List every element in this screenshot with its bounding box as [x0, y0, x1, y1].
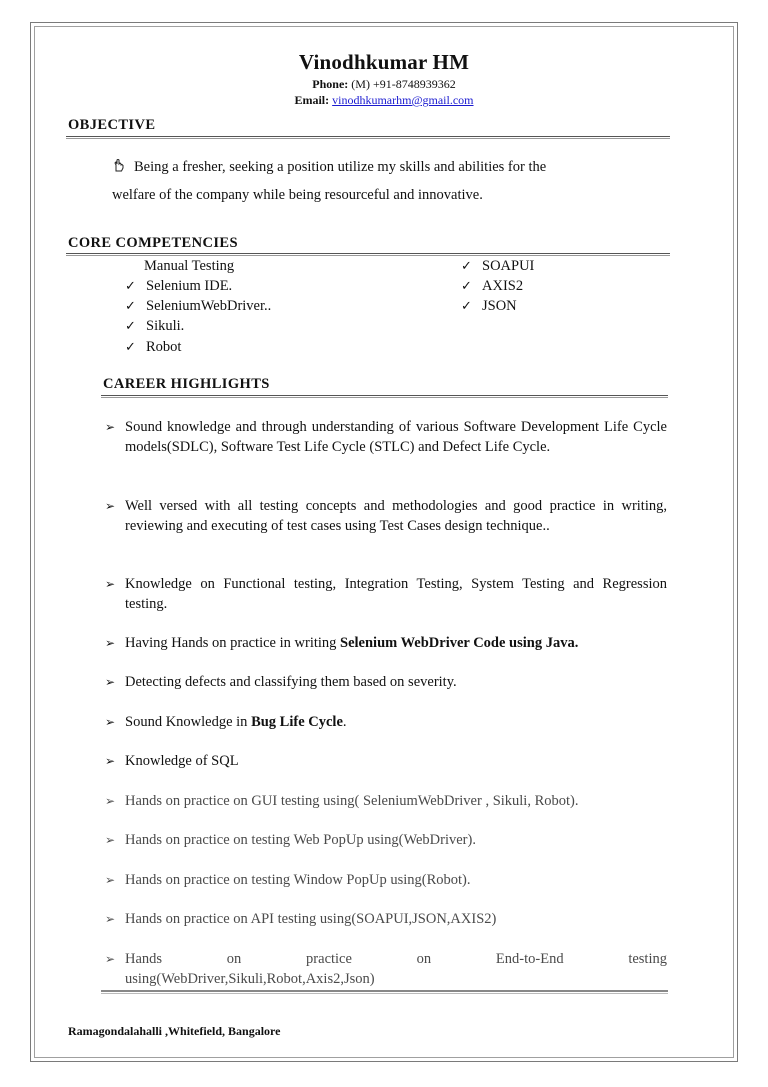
highlight-text: Hands on practice on API testing using(SOAPUI,JSON,AXIS2) [125, 911, 497, 927]
competency-item [125, 339, 181, 356]
arrow-bullet-icon: ➢ [105, 912, 116, 926]
competency-item [461, 258, 534, 275]
highlight-item [105, 418, 667, 457]
highlight-item [105, 910, 667, 930]
competency-label: JSON [482, 298, 517, 314]
phone-label: Phone: [312, 77, 349, 91]
competency-label: Selenium IDE. [146, 278, 233, 294]
competency-label: Robot [146, 339, 182, 355]
highlight-bold-text: Bug Life Cycle [251, 714, 343, 730]
checkmark-icon: ✓ [125, 278, 136, 293]
pointing-hand-icon [112, 158, 126, 172]
competency-item [125, 318, 184, 335]
highlight-item [105, 713, 667, 733]
competency-label: Sikuli. [146, 318, 185, 334]
highlight-text: Knowledge on Functional testing, Integration Testing, System Testing and Regression testing. [125, 576, 667, 612]
objective-line-2: welfare of the company while being resourceful and innovative. [112, 187, 483, 203]
highlight-item [105, 752, 667, 772]
highlight-item [105, 497, 667, 536]
arrow-bullet-icon: ➢ [105, 499, 116, 513]
competency-item [461, 278, 523, 295]
highlight-text: Knowledge of SQL [125, 753, 239, 769]
highlight-text: Hands on practice on testing Web PopUp using(WebDriver). [125, 832, 476, 848]
highlight-item [105, 634, 667, 654]
footer-address: Ramagondalahalli ,Whitefield, Bangalore [68, 1024, 281, 1038]
checkmark-icon: ✓ [125, 339, 136, 354]
highlight-text: Hands on practice on GUI testing using( SeleniumWebDriver , Sikuli, Robot). [125, 793, 579, 809]
arrow-bullet-icon: ➢ [105, 715, 116, 729]
manual-testing-heading: Manual Testing [144, 258, 235, 274]
checkmark-icon: ✓ [125, 298, 136, 313]
highlight-text: Hands on practice on testing Window PopUp using(Robot). [125, 872, 471, 888]
email-line [0, 93, 768, 108]
phone-line [0, 77, 768, 92]
arrow-bullet-icon: ➢ [105, 833, 116, 847]
competency-label: AXIS2 [482, 278, 524, 294]
arrow-bullet-icon: ➢ [105, 754, 116, 768]
objective-heading: OBJECTIVE [68, 117, 156, 133]
competency-label: SOAPUI [482, 258, 535, 274]
core-competencies-rule [66, 253, 670, 256]
phone-value: (M) +91-8748939362 [351, 77, 456, 91]
email-link[interactable]: vinodhkumarhm@gmail.com [332, 93, 474, 107]
core-competencies-heading: CORE COMPETENCIES [68, 235, 238, 251]
highlight-bold-text: Selenium WebDriver Code using Java. [340, 635, 579, 651]
highlight-text: Detecting defects and classifying them based on severity. [125, 674, 457, 690]
career-end-rule [101, 990, 668, 994]
highlight-text: Well versed with all testing concepts and methodologies and good practice in writing, reviewing and executing of test cases using Test Cases design technique.. [125, 498, 667, 534]
checkmark-icon: ✓ [461, 298, 472, 313]
arrow-bullet-icon: ➢ [105, 420, 116, 434]
highlight-item [105, 950, 667, 989]
objective-line-1 [114, 158, 546, 176]
arrow-bullet-icon: ➢ [105, 577, 116, 591]
highlight-text-part: Having Hands on practice in writing [125, 635, 341, 651]
page-border [30, 22, 738, 1062]
arrow-bullet-icon: ➢ [105, 675, 116, 689]
checkmark-icon: ✓ [125, 318, 136, 333]
email-label: Email: [294, 93, 330, 107]
highlight-item [105, 831, 667, 851]
objective-rule [66, 136, 670, 139]
highlight-item [105, 792, 667, 812]
highlight-text-line-1: Hands on practice on End-to-End testing [125, 951, 667, 967]
highlight-text [125, 634, 667, 654]
highlight-text-part: . [342, 714, 347, 730]
competency-label: SeleniumWebDriver.. [146, 298, 272, 314]
highlight-item [105, 871, 667, 891]
highlight-text [125, 713, 667, 733]
highlight-text-part: Sound Knowledge in [125, 714, 252, 730]
checkmark-icon: ✓ [461, 278, 472, 293]
arrow-bullet-icon: ➢ [105, 952, 116, 966]
arrow-bullet-icon: ➢ [105, 636, 116, 650]
competency-item [461, 298, 517, 315]
candidate-name: Vinodhkumar HM [298, 50, 470, 74]
career-highlights-rule [101, 395, 668, 398]
page-border-inner [34, 26, 734, 1058]
arrow-bullet-icon: ➢ [105, 873, 116, 887]
competency-item [125, 298, 271, 315]
career-highlights-heading: CAREER HIGHLIGHTS [103, 376, 270, 392]
highlight-item [105, 575, 667, 614]
checkmark-icon: ✓ [461, 258, 472, 273]
objective-text-1: Being a fresher, seeking a position utilize my skills and abilities for the [134, 159, 547, 175]
highlight-item [105, 673, 667, 693]
arrow-bullet-icon: ➢ [105, 794, 116, 808]
competency-item [125, 278, 232, 295]
highlight-text-line-2: using(WebDriver,Sikuli,Robot,Axis2,Json) [125, 970, 375, 987]
highlight-text: Sound knowledge and through understanding of various Software Development Life Cycle models(SDLC), Software Test Life Cycle (STLC) and Defect Life Cycle. [125, 419, 667, 455]
